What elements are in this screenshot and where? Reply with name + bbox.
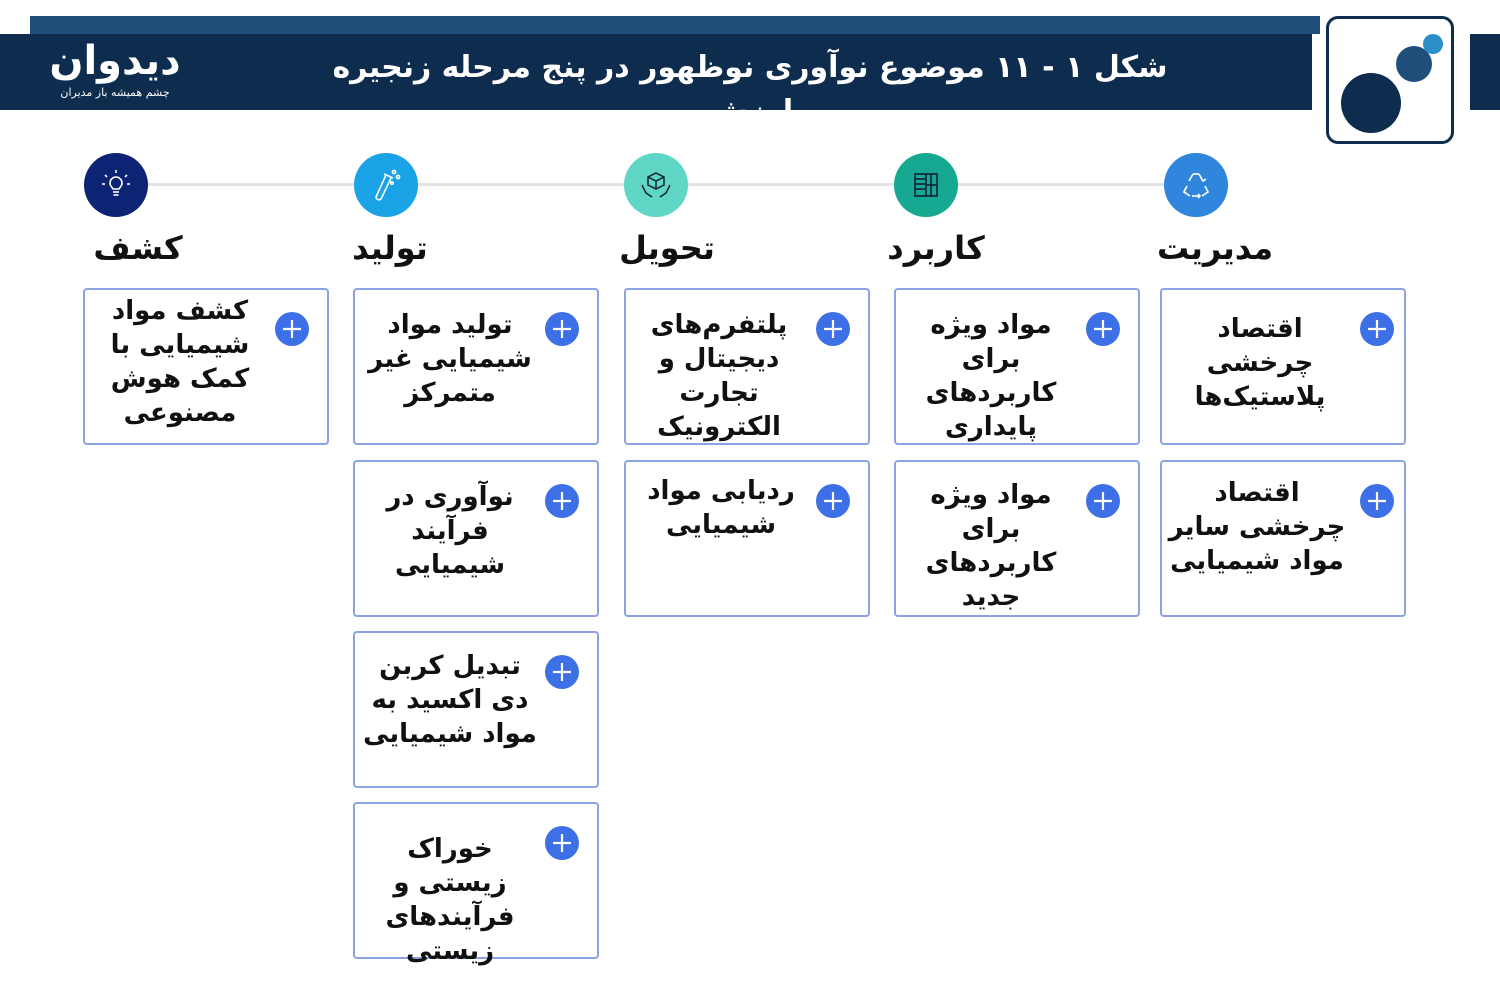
- plus-icon[interactable]: [816, 312, 850, 346]
- stage-label-management: مدیریت: [1156, 229, 1274, 267]
- topic-card-text: کشف مواد شیمیایی با کمک هوش مصنوعی: [110, 296, 250, 428]
- topic-card-text: خوراک زیستی و فرآیندهای زیستی: [385, 834, 515, 966]
- topic-card[interactable]: [1160, 460, 1406, 617]
- topic-card[interactable]: [1160, 288, 1406, 445]
- header-stripe: [30, 16, 1320, 34]
- panels-icon: [894, 153, 958, 217]
- plus-icon[interactable]: [275, 312, 309, 346]
- header-bar-right: [1470, 34, 1500, 110]
- plus-icon[interactable]: [1360, 312, 1394, 346]
- topic-card[interactable]: [894, 460, 1140, 617]
- topic-card[interactable]: [83, 288, 329, 445]
- stage-label-production: تولید: [352, 229, 428, 267]
- topic-card-text: تولید مواد شیمیایی غیر متمرکز: [368, 310, 532, 408]
- topic-card-text: مواد ویژه برای کاربردهای جدید: [925, 480, 1057, 612]
- topic-card-text: پلتفرم‌های دیجیتال و تجارت الکترونیک: [650, 310, 788, 442]
- topic-card-text: ردیابی مواد شیمیایی: [647, 476, 795, 540]
- recycle-icon: [1164, 153, 1228, 217]
- plus-icon[interactable]: [816, 484, 850, 518]
- topic-card[interactable]: [353, 460, 599, 617]
- topic-card[interactable]: [894, 288, 1140, 445]
- stage-label-application: کاربرد: [887, 229, 985, 267]
- topic-card[interactable]: [624, 288, 870, 445]
- stage-label-discovery: کشف: [93, 229, 183, 267]
- page-title: شکل ۱ - ۱۱ موضوع نوآوری نوظهور در پنج مرحله زنجیره ارزش: [332, 50, 1168, 129]
- topic-card-text: اقتصاد چرخشی پلاستیک‌ها: [1194, 314, 1326, 412]
- topic-card-text: اقتصاد چرخشی سایر مواد شیمیایی: [1168, 478, 1346, 576]
- plus-icon[interactable]: [1086, 312, 1120, 346]
- dots-logo-icon: [1329, 19, 1451, 141]
- plus-icon[interactable]: [545, 655, 579, 689]
- brand-dots-logo: [1326, 16, 1454, 144]
- topic-card-text: مواد ویژه برای کاربردهای پایداری: [925, 310, 1057, 442]
- topic-card[interactable]: [353, 631, 599, 788]
- plus-icon[interactable]: [1360, 484, 1394, 518]
- stage-label-delivery: تحویل: [619, 229, 715, 267]
- package-hands-icon: [624, 153, 688, 217]
- topic-card[interactable]: [624, 460, 870, 617]
- topic-card[interactable]: [353, 802, 599, 966]
- brand-name: دیدوان: [49, 38, 181, 84]
- topic-card-text: نوآوری در فرآیند شیمیایی: [386, 482, 514, 580]
- brand-tagline: چشم همیشه باز مدیران: [60, 86, 170, 99]
- plus-icon[interactable]: [1086, 484, 1120, 518]
- plus-icon[interactable]: [545, 826, 579, 860]
- test-tube-icon: [354, 153, 418, 217]
- topic-card[interactable]: [353, 288, 599, 445]
- lightbulb-icon: [84, 153, 148, 217]
- plus-icon[interactable]: [545, 484, 579, 518]
- plus-icon[interactable]: [545, 312, 579, 346]
- brand-logo[interactable]: [40, 36, 190, 100]
- topic-card-text: تبدیل کربن دی اکسید به مواد شیمیایی: [363, 651, 537, 749]
